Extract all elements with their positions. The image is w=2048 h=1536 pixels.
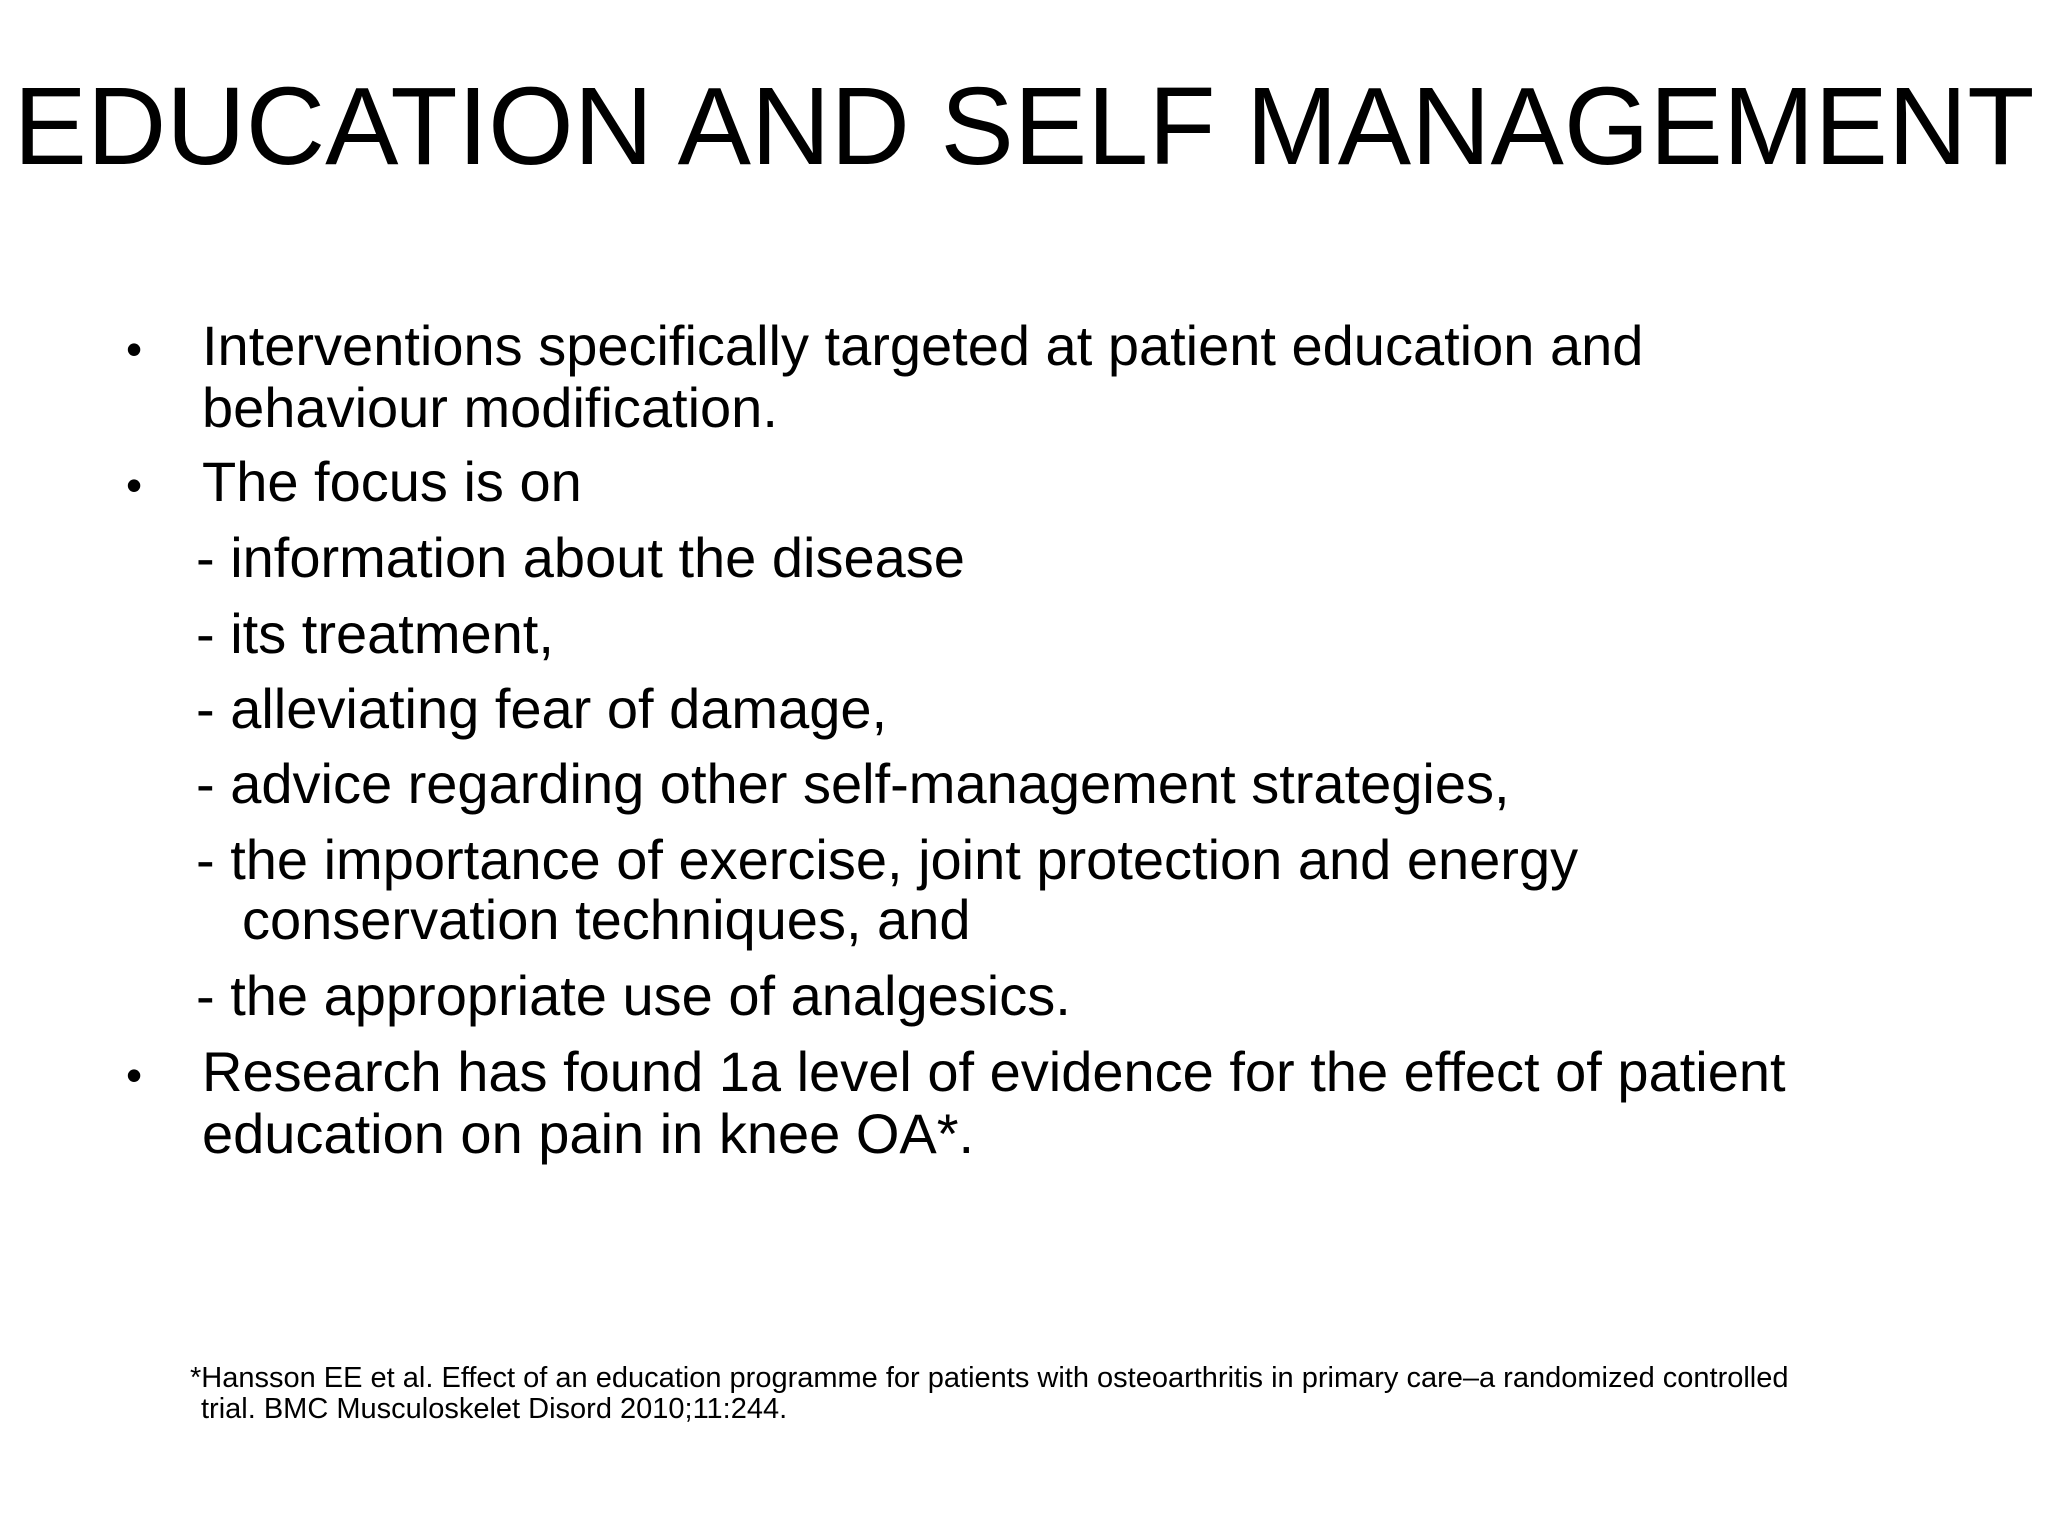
footnote-citation: [190, 1363, 1789, 1425]
subitem-fear-of-damage: - alleviating fear of damage,: [196, 677, 888, 740]
bullet-1-line-2: behaviour modification.: [202, 376, 778, 439]
bullet-3-line-1: Research has found 1a level of evidence for the effect of patient: [202, 1040, 1786, 1103]
subitem-self-management-advice: - advice regarding other self-management strategies,: [196, 752, 1510, 815]
subitem-treatment: - its treatment,: [196, 602, 554, 665]
bullet-marker: •: [126, 1049, 143, 1101]
footnote-line-1: *Hansson EE et al. Effect of an education programme for patients with osteoarthritis in primary care–a randomized controlled: [190, 1362, 1789, 1394]
bullet-1-line-1: Interventions specifically targeted at patient education and: [202, 314, 1644, 377]
bullet-2-line-1: The focus is on: [202, 450, 582, 513]
bullet-3-line-2: education on pain in knee OA*.: [202, 1102, 975, 1165]
subitem-exercise-line-1: - the importance of exercise, joint protection and energy: [196, 828, 1579, 891]
slide-title: EDUCATION AND SELF MANAGEMENT: [13, 65, 2035, 188]
bullet-marker: •: [126, 323, 143, 375]
bullet-marker: •: [126, 459, 143, 511]
footnote-line-2: trial. BMC Musculoskelet Disord 2010;11:244.: [201, 1393, 788, 1425]
subitem-analgesics: - the appropriate use of analgesics.: [196, 964, 1071, 1027]
subitem-exercise-line-2: conservation techniques, and: [242, 888, 971, 951]
subitem-disease-info: - information about the disease: [196, 526, 965, 589]
